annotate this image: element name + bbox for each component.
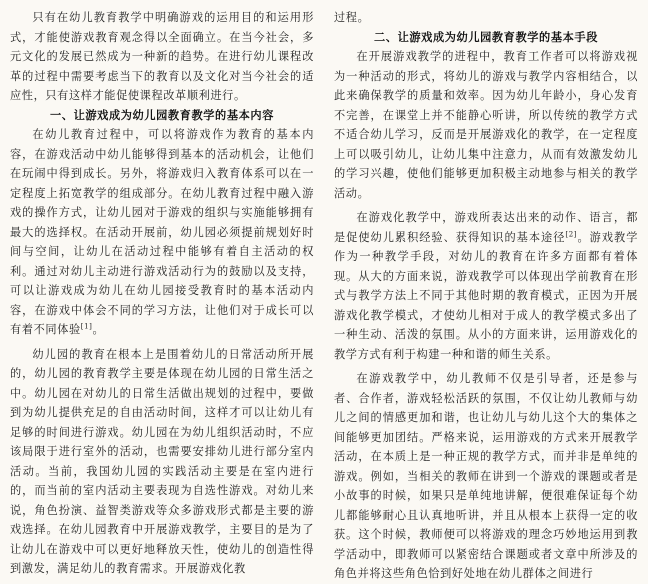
paragraph: [10, 125, 314, 340]
paragraph-text: 。: [92, 323, 105, 336]
paragraph: [334, 208, 638, 364]
reference-marker[interactable]: [2]: [565, 229, 578, 238]
paragraph: 幼儿园的教育在根本上是围着幼儿的日常活动所开展的，幼儿园的教育教学主要是体现在幼儿园的日常生活之中。幼儿园在对幼儿的日常生活做出规划的过程中，要做到为幼儿提供充足的自由活动时间，这样才可以让幼儿有足够的时间进行游戏。幼儿园在为幼儿组织活动时，不应该局限于进行室外的活动，也需要安排幼儿进行部分室内活动。当前，我国幼儿园的实践活动主要是在室内进行的，而当前的室内活动主要表现为自选性游戏。对幼儿来说，角色扮演、益智类游戏等众多游戏形式都是主要的游戏选择。在幼儿园教育中开展游戏教学，主要目的是为了让幼儿在游戏中可以更好地释放天性，使幼儿的创造性得到激发，满足幼儿的教育需求。开展游戏化教: [10, 347, 314, 575]
paragraph: 只有在幼儿教育教学中明确游戏的运用目的和运用形式，才能使游戏教育观念得以全面确立。在当今社会，多元文化的发展已然成为一种新的趋势。在进行幼儿课程改革的过程中需要考虑当下的教育以及文化对当今社会的适应性，只有这样才能促使课程改革顺利进行。: [10, 11, 314, 102]
reference-marker[interactable]: [1]: [80, 322, 93, 331]
paragraph-text: 在幼儿教育过程中，可以将游戏作为教育的基本内容，在游戏活动中幼儿能够得到基本的活动机会，让他们在玩闹中得到成长。另外，将游戏归入教育体系可以在一定程度上拓宽教学的组成部分。在幼儿教育过程中融入游戏的操作方式，让幼儿园对于游戏的组织与实施能够拥有最大的选择权。在活动开展前，幼儿园必须提前规划好时间与空间，让幼儿在活动过程中能够有着自主活动的权利。通过对幼儿主动进行游戏活动行为的鼓励以及支持，可以让游戏成为幼儿在幼儿园接受教育时的基本活动内容，在游戏中体会不同的学习方法，让他们对于成长可以有着不同体验: [10, 128, 314, 336]
right-column: [334, 8, 638, 580]
section-heading: 一、让游戏成为幼儿园教育教学的基本内容: [50, 108, 274, 122]
paragraph-text: 。游戏教学作为一种教学手段，对幼儿的教育在许多方面都有着体现。从大的方面来说，游戏教学可以体现出学前教育在形式与教学方法上不同于其他时期的教育模式，正因为开展游戏化教学模式，才使幼儿相对于成人的教学模式多出了一种生动、活泼的氛围。从小的方面来讲，运用游戏化的教学方式有利于构建一种和谐的师生关系。: [334, 230, 638, 361]
paragraph-text: 在游戏化教学中，游戏所表达出来的动作、语言，都是促使幼儿累积经验、获得知识的基本途径: [334, 211, 638, 244]
paragraph: 在游戏教学中，幼儿教师不仅是引导者，还是参与者、合作者，游戏轻松活跃的氛围，不仅让幼儿教师与幼儿之间的情感更加和谐，也让幼儿与幼儿这个大的集体之间能够更加团结。严格来说，运用游戏的方式来开展教学活动，在本质上是一种正规的教学方式，而并非是单纯的游戏。例如，当相关的教师在讲到一个游戏的课题或者是小故事的时候，如果只是单纯地讲解，便很难保证每个幼儿都能够耐心且认真地听讲，并且从根本上获得一定的收获。这个时候，教师便可以将游戏的理念巧妙地运用到教学活动中，即教师可以紧密结合课题或者文章中所涉及的角色并将这些角色恰到好处地在幼儿群体之间进行: [334, 372, 638, 580]
paragraph: 在开展游戏教学的进程中，教育工作者可以将游戏视为一种活动的形式，将幼儿的游戏与教学内容相结合，以此来确保教学的质量和效率。因为幼儿年龄小，身心发育不完善，在课堂上并不能静心听讲，所以传统的教学方式不适合幼儿学习，反而是开展游戏化的教学，在一定程度上可以吸引幼儿，让幼儿集中注意力，从而有效激发幼儿的学习兴趣，使他们能够更加积极主动地参与相关的教学活动。: [334, 50, 638, 200]
section-heading: 二、让游戏成为幼儿园教育教学的基本手段: [374, 30, 598, 44]
paragraph: 过程。: [334, 11, 370, 24]
left-column: [10, 8, 314, 575]
